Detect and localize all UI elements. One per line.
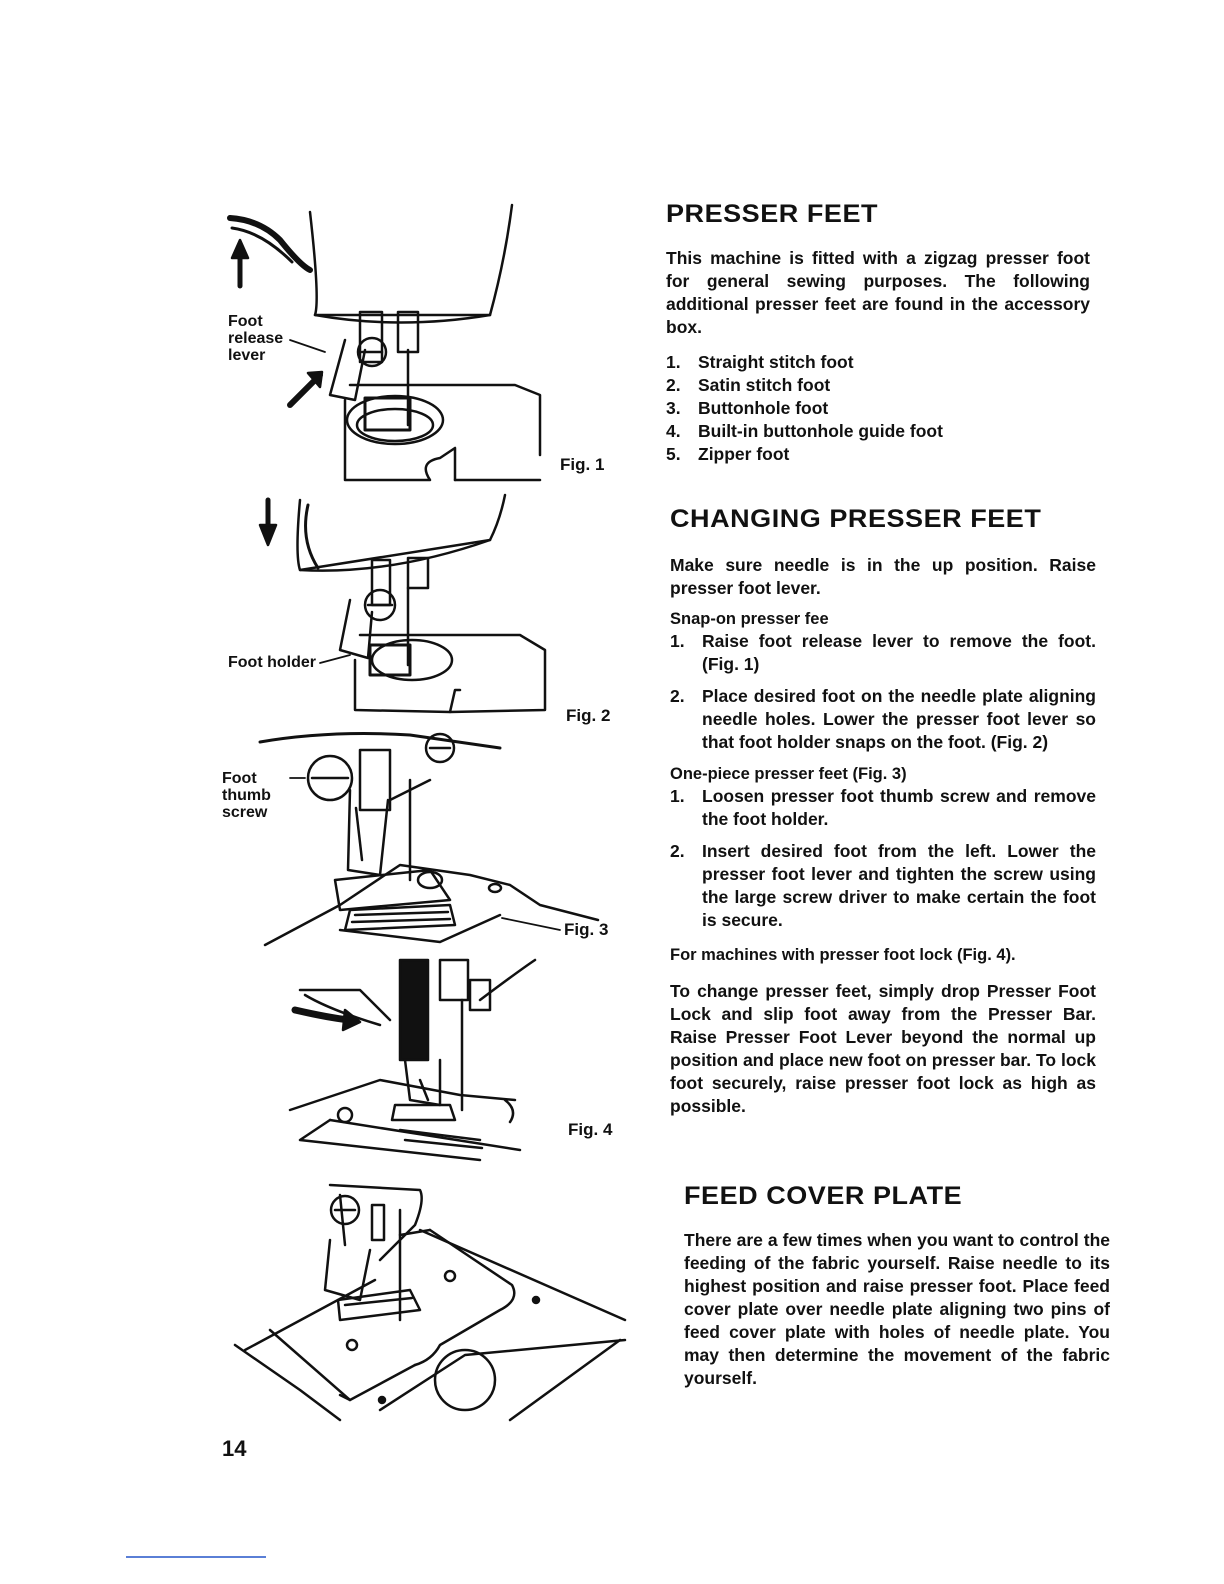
list-item: 3. Buttonhole foot (666, 398, 829, 418)
list-item: 2. Place desired foot on the needle plate aligning needle holes. Lower the presser foot lever so that foot holder snaps on the foot. (Fig. 2) (670, 686, 1096, 752)
fig2-illustration (260, 495, 545, 712)
one-piece-title: One-piece presser feet (Fig. 3) (670, 765, 907, 783)
list-item: 4. Built-in buttonhole guide foot (666, 421, 943, 441)
fig3-illustration (260, 734, 598, 945)
feed-cover-text: There are a few times when you want to control the feeding of the fabric yourself. Raise needle to its highest position and raise presser foot. Place feed cover plate over needle plate aligning two pins of feed cover plate with holes of needle plate. You may then determine the movement of the fabric yourself. (684, 1230, 1110, 1388)
presser-feet-intro: This machine is fitted with a zigzag presser foot for general sewing purposes. The following additional presser feet are found in the accessory box. (666, 248, 1090, 337)
callout-line: thumb (222, 787, 271, 804)
presser-feet-list (666, 351, 1090, 466)
presser-foot-lock-text: To change presser feet, simply drop Presser Foot Lock and slip foot away from the Presser Bar. Raise Presser Foot Lever beyond the normal up position and place new foot on presser bar. To lock foot securely, raise presser foot lock as high as possible. (670, 981, 1096, 1116)
callout-line: Foot (228, 313, 263, 330)
callout-line: screw (222, 804, 268, 821)
snap-on-steps (670, 630, 1096, 754)
snap-on-title: Snap-on presser fee (670, 610, 829, 628)
callout-line: lever (228, 347, 266, 364)
feed-cover-plate-section (684, 1182, 1110, 1390)
fig3-label: Fig. 3 (564, 920, 609, 939)
callout-line: release (228, 330, 284, 347)
changing-presser-feet-section (670, 505, 1096, 1118)
list-item: 1. Loosen presser foot thumb screw and remove the foot holder. (670, 786, 1096, 829)
one-piece-steps (670, 785, 1096, 932)
list-item: 2. Insert desired foot from the left. Lower the presser foot lever and tighten the screw using the large screw driver to make certain the foot is secure. (670, 841, 1096, 930)
fig4-label: Fig. 4 (568, 1120, 613, 1139)
callout-foot-release-lever (228, 313, 283, 364)
feed-cover-heading: FEED COVER PLATE (684, 1182, 963, 1210)
callout-line: Foot (222, 770, 257, 787)
fig1-label: Fig. 1 (560, 455, 605, 474)
presser-feet-heading: PRESSER FEET (666, 200, 879, 228)
list-item: 1. Straight stitch foot (666, 352, 854, 372)
changing-intro: Make sure needle is in the up position. Raise presser foot lever. (670, 555, 1096, 598)
feed-cover-plate-illustration (235, 1185, 625, 1420)
fig4-illustration (290, 960, 535, 1160)
changing-heading: CHANGING PRESSER FEET (670, 505, 1042, 533)
page-number: 14 (222, 1436, 247, 1461)
callout-foot-thumb-screw (222, 770, 271, 821)
fig2-label: Fig. 2 (566, 706, 611, 725)
list-item: 1. Raise foot release lever to remove the foot. (Fig. 1) (670, 631, 1096, 674)
presser-foot-lock-title: For machines with presser foot lock (Fig. 4). (670, 946, 1016, 964)
callout-foot-holder: Foot holder (228, 654, 316, 671)
list-item: 5. Zipper foot (666, 444, 790, 464)
footer-rule (126, 1556, 266, 1558)
list-item: 2. Satin stitch foot (666, 375, 831, 395)
presser-feet-section (666, 200, 1090, 466)
